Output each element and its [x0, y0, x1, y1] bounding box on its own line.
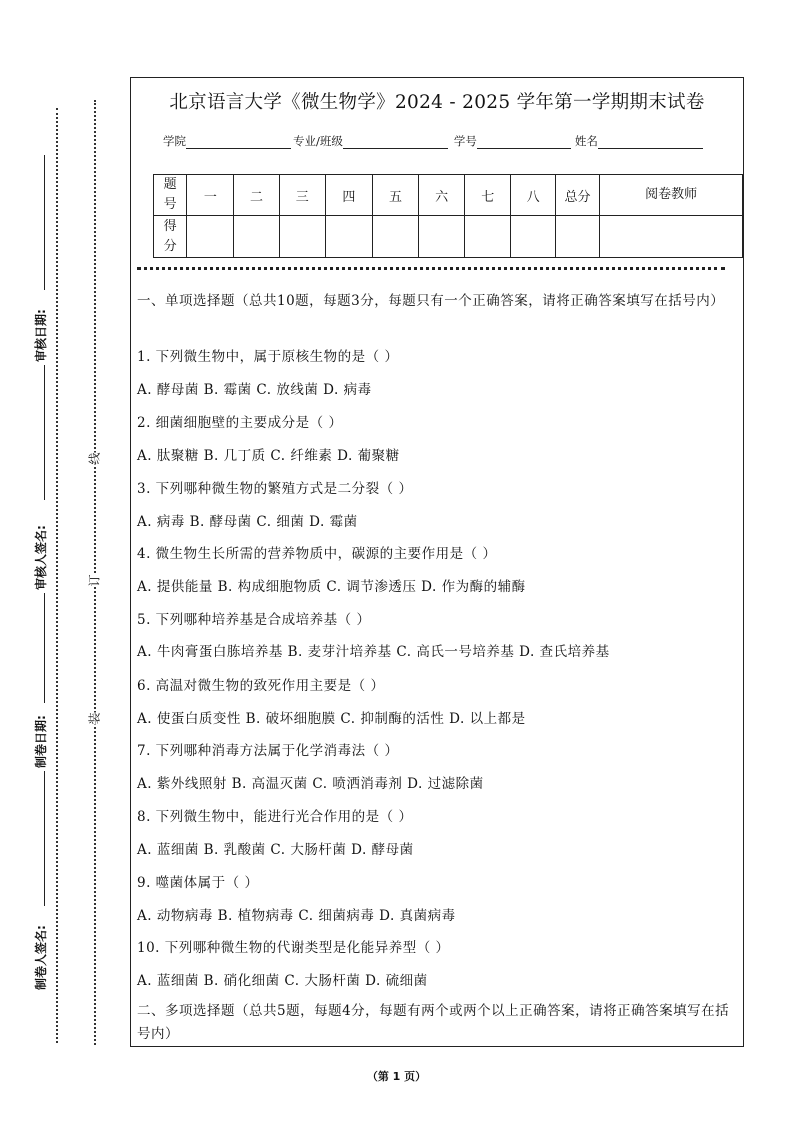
dotted-separator	[137, 267, 725, 270]
exam-frame	[130, 77, 744, 1047]
binding-dotted-line-left	[56, 108, 58, 1043]
score-cell-1[interactable]	[187, 216, 234, 258]
col-8: 八	[511, 175, 555, 216]
maker-date-label: 制卷日期:	[34, 715, 48, 768]
question-10: 10. 下列哪种微生物的代谢类型是化能异养型（ ）	[137, 940, 450, 956]
col-1: 一	[187, 175, 234, 216]
col-6: 六	[419, 175, 465, 216]
review-date-label: 审核日期:	[34, 309, 48, 362]
signature-line-top	[44, 155, 45, 290]
options-7: A. 紫外线照射 B. 高温灭菌 C. 喷洒消毒剂 D. 过滤除菌	[137, 776, 484, 792]
score-cell-3[interactable]	[279, 216, 325, 258]
question-1: 1. 下列微生物中，属于原核生物的是（ ）	[137, 349, 399, 365]
question-7: 7. 下列哪种消毒方法属于化学消毒法（ ）	[137, 743, 399, 759]
student-info-row	[163, 133, 705, 149]
section-1-heading: 一、单项选择题（总共10题，每题3分，每题只有一个正确答案，请将正确答案填写在括号内）	[137, 293, 725, 309]
college-field[interactable]	[186, 136, 291, 149]
options-8: A. 蓝细菌 B. 乳酸菌 C. 大肠杆菌 D. 酵母菌	[137, 842, 414, 858]
col-total: 总分	[555, 175, 599, 216]
options-5: A. 牛肉膏蛋白胨培养基 B. 麦芽汁培养基 C. 高氏一号培养基 D. 查氏培养基	[137, 644, 610, 660]
score-cell-7[interactable]	[465, 216, 511, 258]
score-cell-total[interactable]	[555, 216, 599, 258]
question-2: 2. 细菌细胞壁的主要成分是（ ）	[137, 415, 343, 431]
binding-mark-bind: 装	[87, 712, 102, 725]
options-4: A. 提供能量 B. 构成细胞物质 C. 调节渗透压 D. 作为酶的辅酶	[137, 579, 526, 595]
name-label: 姓名	[574, 134, 598, 148]
question-number-header: 题号	[154, 175, 187, 216]
signature-line-reviewer	[44, 593, 45, 703]
grader-header: 阅卷教师	[600, 175, 743, 216]
options-1: A. 酵母菌 B. 霉菌 C. 放线菌 D. 病毒	[137, 382, 372, 398]
score-cell-5[interactable]	[372, 216, 418, 258]
question-5: 5. 下列哪种培养基是合成培养基（ ）	[137, 612, 371, 628]
question-3: 3. 下列哪种微生物的繁殖方式是二分裂（ ）	[137, 481, 413, 497]
major-class-label: 专业/班级	[293, 134, 343, 148]
reviewer-signature-label: 审核人签名:	[34, 525, 48, 590]
maker-signature-label: 制卷人签名:	[34, 925, 48, 990]
signature-line-maker-date	[44, 771, 45, 906]
exam-title: 北京语言大学《微生物学》2024 - 2025 学年第一学期期末试卷	[169, 92, 705, 113]
name-field[interactable]	[598, 136, 703, 149]
binding-mark-order: 订	[87, 574, 102, 587]
options-6: A. 使蛋白质变性 B. 破坏细胞膜 C. 抑制酶的活性 D. 以上都是	[137, 711, 526, 727]
grader-cell[interactable]	[600, 216, 743, 258]
student-id-label: 学号	[453, 134, 477, 148]
binding-dotted-line-right	[94, 100, 96, 1045]
options-10: A. 蓝细菌 B. 硝化细菌 C. 大肠杆菌 D. 硫细菌	[137, 973, 428, 989]
score-cell-2[interactable]	[234, 216, 279, 258]
binding-mark-line: 线	[87, 452, 102, 465]
question-4: 4. 微生物生长所需的营养物质中，碳源的主要作用是（ ）	[137, 546, 497, 562]
col-7: 七	[465, 175, 511, 216]
question-6: 6. 高温对微生物的致死作用主要是（ ）	[137, 678, 385, 694]
options-9: A. 动物病毒 B. 植物病毒 C. 细菌病毒 D. 真菌病毒	[137, 908, 456, 924]
section-2-heading: 二、多项选择题（总共5题，每题4分，每题有两个或两个以上正确答案，请将正确答案填写在括号内）	[137, 1003, 730, 1042]
col-2: 二	[234, 175, 279, 216]
score-cell-6[interactable]	[419, 216, 465, 258]
page-number: （第 1 页）	[366, 1070, 427, 1083]
major-class-field[interactable]	[343, 136, 448, 149]
score-table	[153, 174, 743, 258]
options-3: A. 病毒 B. 酵母菌 C. 细菌 D. 霉菌	[137, 514, 358, 530]
col-4: 四	[325, 175, 372, 216]
college-label: 学院	[163, 134, 186, 148]
col-5: 五	[372, 175, 418, 216]
score-cell-8[interactable]	[511, 216, 555, 258]
options-2: A. 肽聚糖 B. 几丁质 C. 纤维素 D. 葡聚糖	[137, 448, 400, 464]
question-8: 8. 下列微生物中，能进行光合作用的是（ ）	[137, 809, 413, 825]
student-id-field[interactable]	[477, 136, 571, 149]
score-row-header: 得分	[154, 216, 187, 258]
score-cell-4[interactable]	[325, 216, 372, 258]
question-9: 9. 噬菌体属于（ ）	[137, 875, 259, 891]
signature-line-review-date	[44, 365, 45, 500]
col-3: 三	[279, 175, 325, 216]
